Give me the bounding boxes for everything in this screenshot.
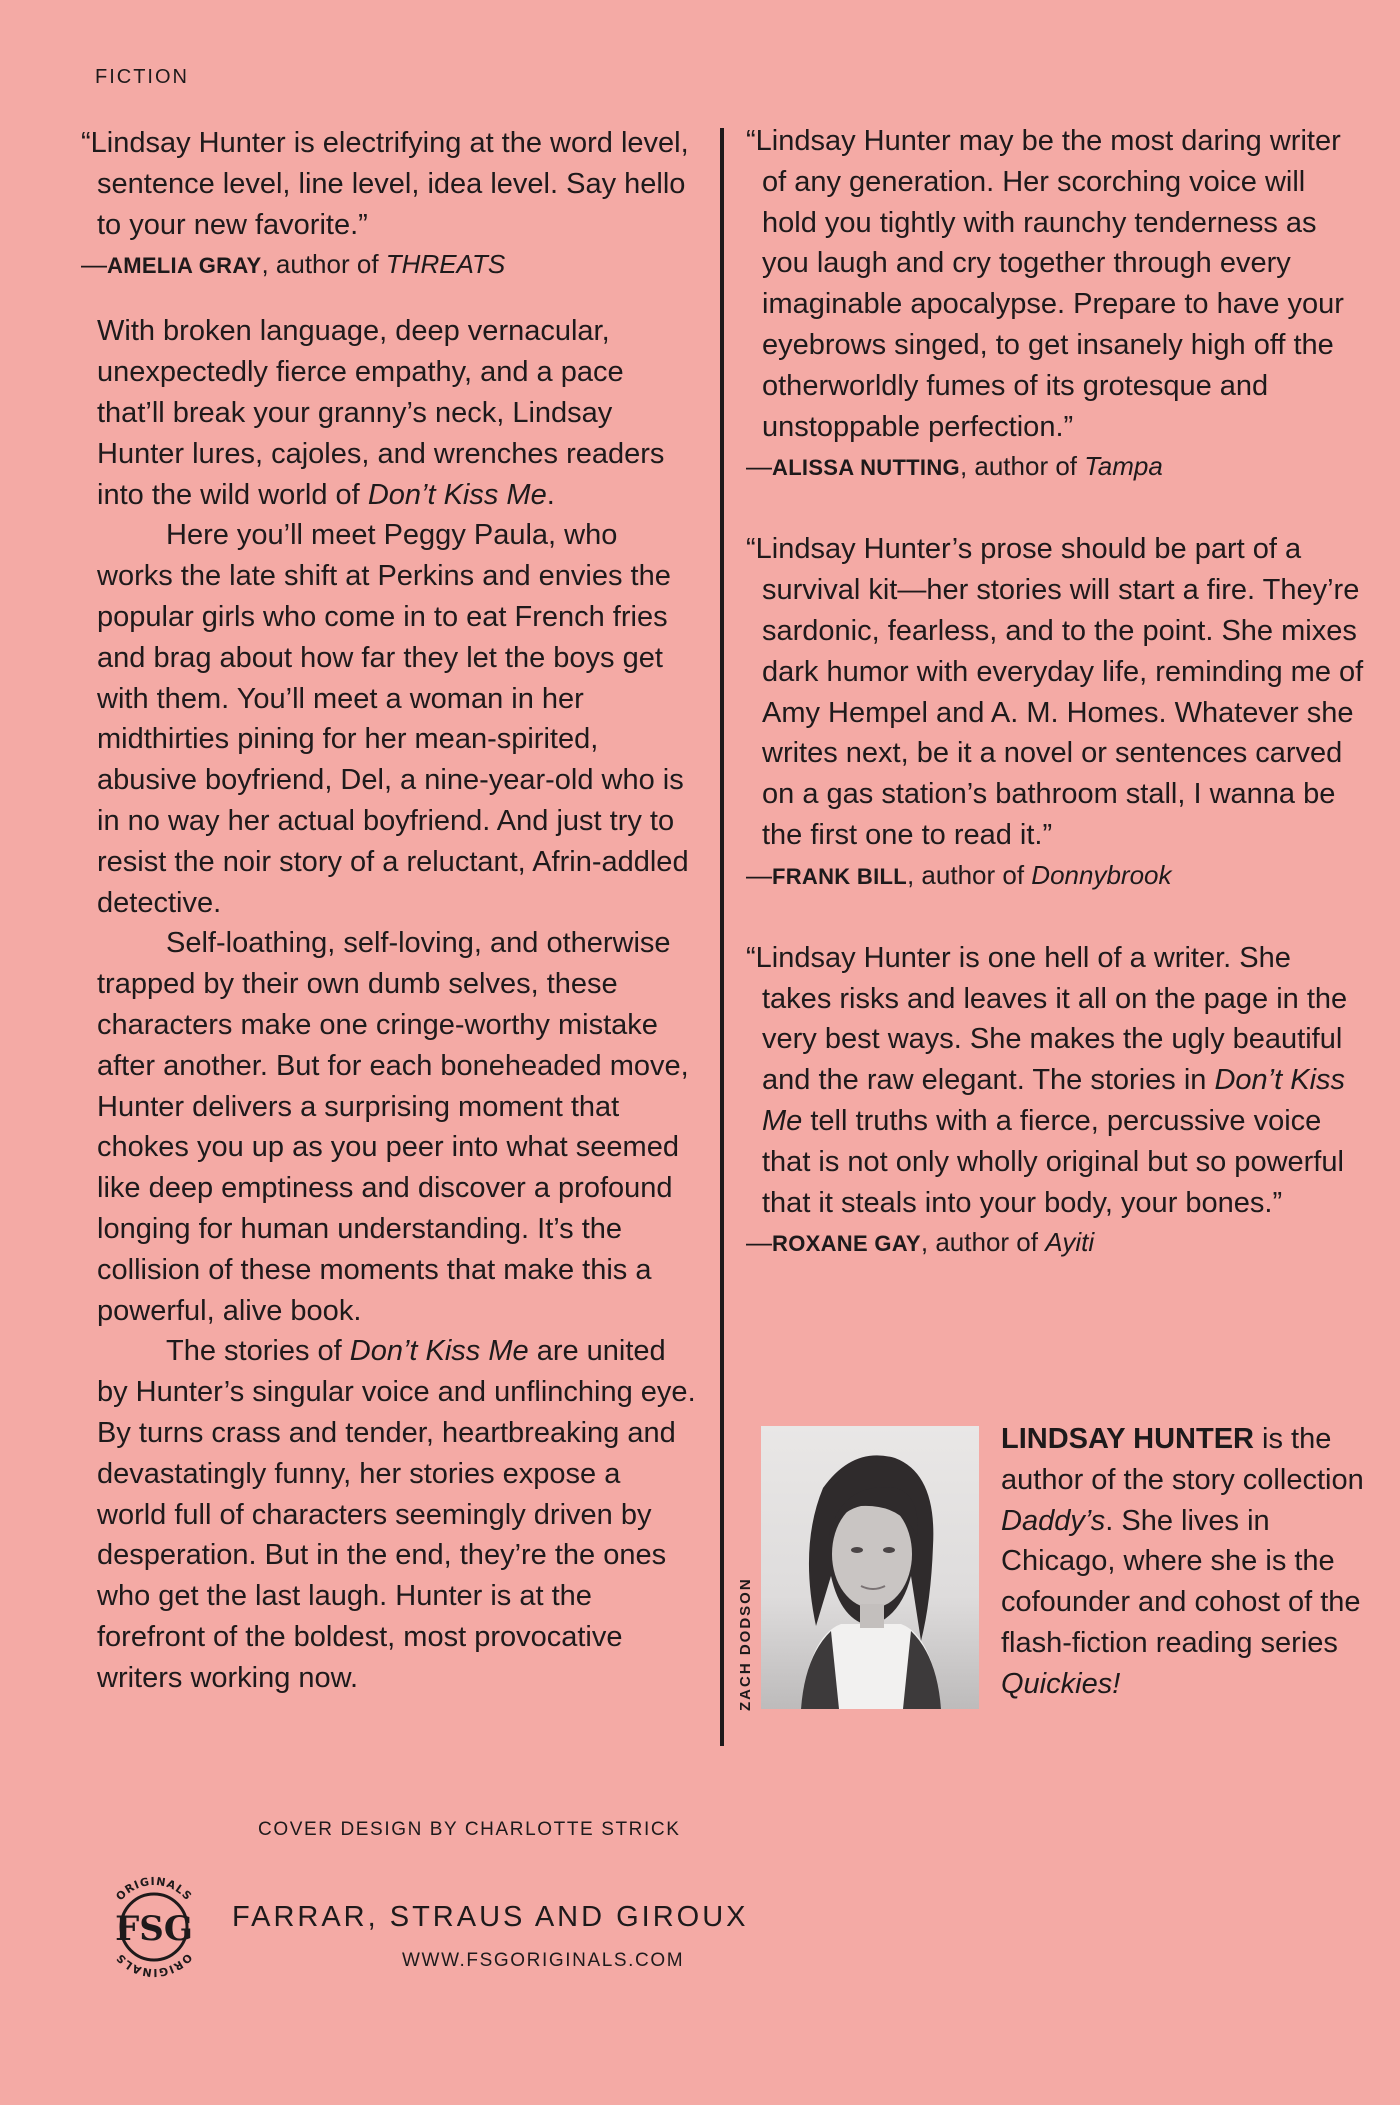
svg-text:FSG: FSG xyxy=(115,1909,193,1949)
fsg-seal-icon xyxy=(94,1867,214,1987)
description-paragraph-1: With broken language, deep vernacular, unexpectedly fierce empathy, and a pace that’ll break your granny’s neck, Lindsay Hunter lures, cajoles, and wrenches readers into the wild world of Don’t Kiss Me. xyxy=(97,315,665,511)
blurb-attribution: —FRANK BILL, author of Donnybrook xyxy=(746,859,1172,890)
description-paragraph-3: Self-loathing, self-loving, and otherwise trapped by their own dumb selves, these characters make one cringe-worthy mistake after another. But for each boneheaded move, Hunter delivers a surprising moment that chokes you up as you peer into what seemed like deep emptiness and discover a profound longing for human understanding. It’s the collision of these moments that make this a powerful, alive book. xyxy=(97,927,689,1327)
photo-credit: ZACH DODSON xyxy=(737,1577,754,1711)
left-column xyxy=(81,123,696,1698)
author-portrait-illustration xyxy=(761,1426,979,1709)
book-title: Don’t Kiss Me xyxy=(762,1064,1346,1137)
blurb-quote: “Lindsay Hunter is electrifying at the word level, sentence level, line level, idea level. Say hello to your new favorite.” xyxy=(81,127,689,241)
attribution-work: THREATS xyxy=(385,249,506,280)
attribution-work: Donnybrook xyxy=(1031,859,1172,890)
blurb-quote: “Lindsay Hunter’s prose should be part of a survival kit—her stories will start a fire. They’re sardonic, fearless, and to the point. She mixes dark humor with everyday life, reminding me of Amy Hempel and A. M. Homes. Whatever she writes next, be it a novel or sentences carved on a gas station’s bathroom stall, I wanna be the first one to read it.” xyxy=(746,533,1364,851)
reading-series-title: Quickies! xyxy=(1001,1667,1121,1700)
description-paragraph-2: Here you’ll meet Peggy Paula, who works the late shift at Perkins and envies the popular girls who come in to eat French fries and brag about how far they let the boys get with them. You’ll meet a woman in her midthirties pining for her mean-spirited, abusive boyfriend, Del, a nine-year-old who is in no way her actual boyfriend. And just try to resist the noir story of a reluctant, Afrin-addled detective. xyxy=(97,519,689,919)
previous-book-title: Daddy’s xyxy=(1001,1504,1106,1537)
blurb-amelia-gray xyxy=(81,123,696,283)
publisher-name: FARRAR, STRAUS AND GIROUX xyxy=(232,1901,749,1933)
attribution-work: Tampa xyxy=(1084,451,1163,482)
author-photo xyxy=(761,1426,979,1709)
attribution-name: ROXANE GAY xyxy=(772,1231,921,1257)
svg-text:ORIGINALS: ORIGINALS xyxy=(113,1950,195,1980)
blurb-attribution: —ROXANE GAY, author of Ayiti xyxy=(746,1227,1095,1258)
right-column xyxy=(746,121,1366,1261)
category-label: FICTION xyxy=(95,66,189,88)
fsg-originals-logo xyxy=(94,1867,214,1987)
blurb-frank-bill xyxy=(746,529,1366,893)
blurb-quote: “Lindsay Hunter is one hell of a writer. She takes risks and leaves it all on the page in the very best ways. She makes the ugly beautiful and the raw elegant. The stories in Don’t Kiss Me tell truths with a fierce, percussive voice that is not only wholly original but so powerful that it steals into your body, your bones.” xyxy=(746,941,1348,1219)
blurb-attribution: —AMELIA GRAY, author of THREATS xyxy=(81,249,506,280)
description-paragraph-4: The stories of Don’t Kiss Me are united by Hunter’s singular voice and unflinching eye. By turns crass and tender, heartbreaking and devastatingly funny, her stories expose a world full of characters seemingly driven by desperation. But in the end, they’re the ones who get the last laugh. Hunter is at the forefront of the boldest, most provocative writers working now. xyxy=(97,1335,696,1694)
attribution-work: Ayiti xyxy=(1045,1227,1095,1258)
svg-text:ORIGINALS: ORIGINALS xyxy=(113,1874,195,1904)
column-divider xyxy=(720,128,724,1746)
blurb-roxane-gay xyxy=(746,938,1366,1262)
attribution-name: ALISSA NUTTING xyxy=(772,455,960,481)
attribution-name: FRANK BILL xyxy=(772,863,907,889)
blurb-attribution: —ALISSA NUTTING, author of Tampa xyxy=(746,451,1163,482)
publisher-website[interactable]: WWW.FSGORIGINALS.COM xyxy=(402,1950,685,1971)
book-title: Don’t Kiss Me xyxy=(367,478,547,511)
cover-design-credit: COVER DESIGN BY CHARLOTTE STRICK xyxy=(258,1819,681,1840)
description xyxy=(81,311,696,1698)
blurb-quote: “Lindsay Hunter may be the most daring writer of any generation. Her scorching voice will hold you tightly with raunchy tenderness as you laugh and cry together through every imaginable apocalypse. Prepare to have your eyebrows singed, to get insanely high off the otherworldly fumes of its grotesque and unstoppable perfection.” xyxy=(746,125,1344,443)
author-bio: LINDSAY HUNTER is the author of the story collection Daddy’s. She lives in Chicago, where she is the cofounder and cohost of the flash-fiction reading series Quickies! xyxy=(1001,1423,1364,1700)
blurb-alissa-nutting xyxy=(746,121,1366,485)
author-name: LINDSAY HUNTER xyxy=(1001,1423,1254,1455)
attribution-name: AMELIA GRAY xyxy=(107,253,262,279)
book-title: Don’t Kiss Me xyxy=(349,1335,529,1368)
